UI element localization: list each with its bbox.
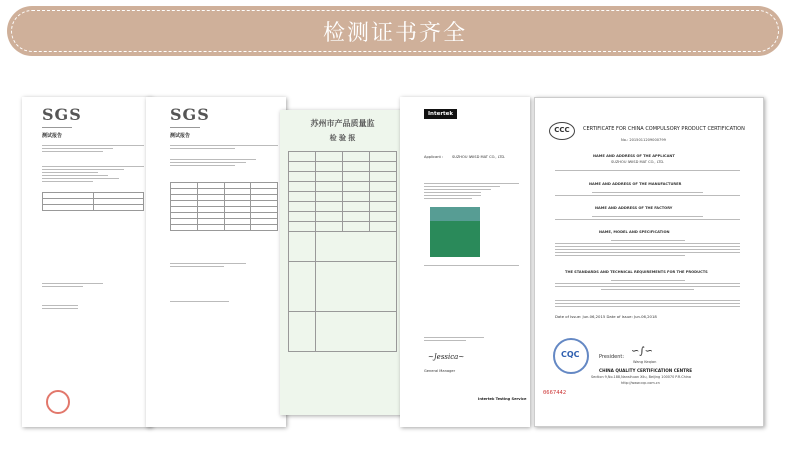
model-list (555, 238, 740, 258)
sgs-logo: SGS (170, 105, 210, 124)
certificate-title: CERTIFICATE FOR CHINA COMPULSORY PRODUCT CERTIFICATION (583, 126, 745, 132)
manufacturer-heading: NAME AND ADDRESS OF THE MANUFACTURER (589, 182, 682, 186)
standards-body (555, 278, 740, 309)
sgs-report-1 (22, 97, 152, 427)
elements-table (170, 182, 278, 231)
manufacturer-address (555, 190, 740, 198)
report-subheader: 检 验 报 (329, 134, 356, 142)
intertek-footer: Intertek Testing Service (478, 397, 527, 401)
approved-block (424, 335, 484, 343)
banner-dashed-border (11, 10, 779, 52)
signer-title: General Manager (424, 369, 456, 373)
certificate-number: No.: 2015011209000799 (621, 138, 666, 142)
centre-website: http://www.cqc.com.cn (621, 381, 660, 385)
president-name: Wang Keqian (633, 360, 657, 364)
intertek-report (400, 97, 530, 427)
model-heading: NAME, MODEL AND SPECIFICATION (599, 230, 670, 234)
president-label: President: (599, 354, 625, 360)
inspection-table (280, 143, 405, 352)
ccc-certificate (534, 97, 764, 427)
factory-address (555, 214, 740, 222)
sgs-logo: SGS (42, 105, 82, 124)
intertek-logo: Intertek (424, 109, 457, 119)
report-body (146, 139, 286, 302)
president-signature-icon: ∽∫∽ (631, 346, 653, 357)
date-of-issue: Date of Issue: Jun.06,2015 Date of Issue: Jun.06,2018 (555, 314, 657, 319)
factory-heading: NAME AND ADDRESS OF THE FACTORY (595, 206, 673, 210)
serial-number: 0667442 (543, 390, 567, 396)
applicant-value: SUZHOU IWISD MAT CO., LTD. (452, 155, 506, 159)
applicant-name: SUZHOU IWISD MAT CO., LTD. (611, 160, 665, 164)
result-table (42, 192, 144, 211)
sample-photo (430, 207, 480, 257)
ccc-logo-icon: CCC (549, 122, 575, 140)
applicant-label: Applicant : (424, 155, 444, 159)
standards-heading: THE STANDARDS AND TECHNICAL REQUIREMENTS FOR THE PRODUCTS (565, 270, 708, 274)
applicant-address (555, 168, 740, 173)
banner-title: 检测证书齐全 (322, 20, 467, 46)
report-body (22, 139, 152, 309)
centre-address: Section 9,No.188,Nansihuan Xilu, Beijing 100070 P.R.China (591, 375, 691, 379)
sgs-report-2 (146, 97, 286, 427)
cqc-logo-icon: CQC (561, 350, 580, 359)
sample-description (424, 181, 519, 201)
title-banner (7, 6, 783, 56)
conclusion-line (424, 263, 519, 268)
report-header: 苏州市产品质量监 (310, 119, 375, 128)
certification-centre: CHINA QUALITY CERTIFICATION CENTRE (599, 368, 693, 373)
applicant-heading: NAME AND ADDRESS OF THE APPLICANT (593, 154, 675, 158)
report-heading: 测试报告 (170, 133, 191, 139)
signature-icon: ~Jessica~ (428, 353, 465, 361)
report-heading: 测试报告 (42, 133, 63, 139)
red-seal-icon (46, 390, 70, 414)
suzhou-inspection-report (280, 110, 405, 415)
